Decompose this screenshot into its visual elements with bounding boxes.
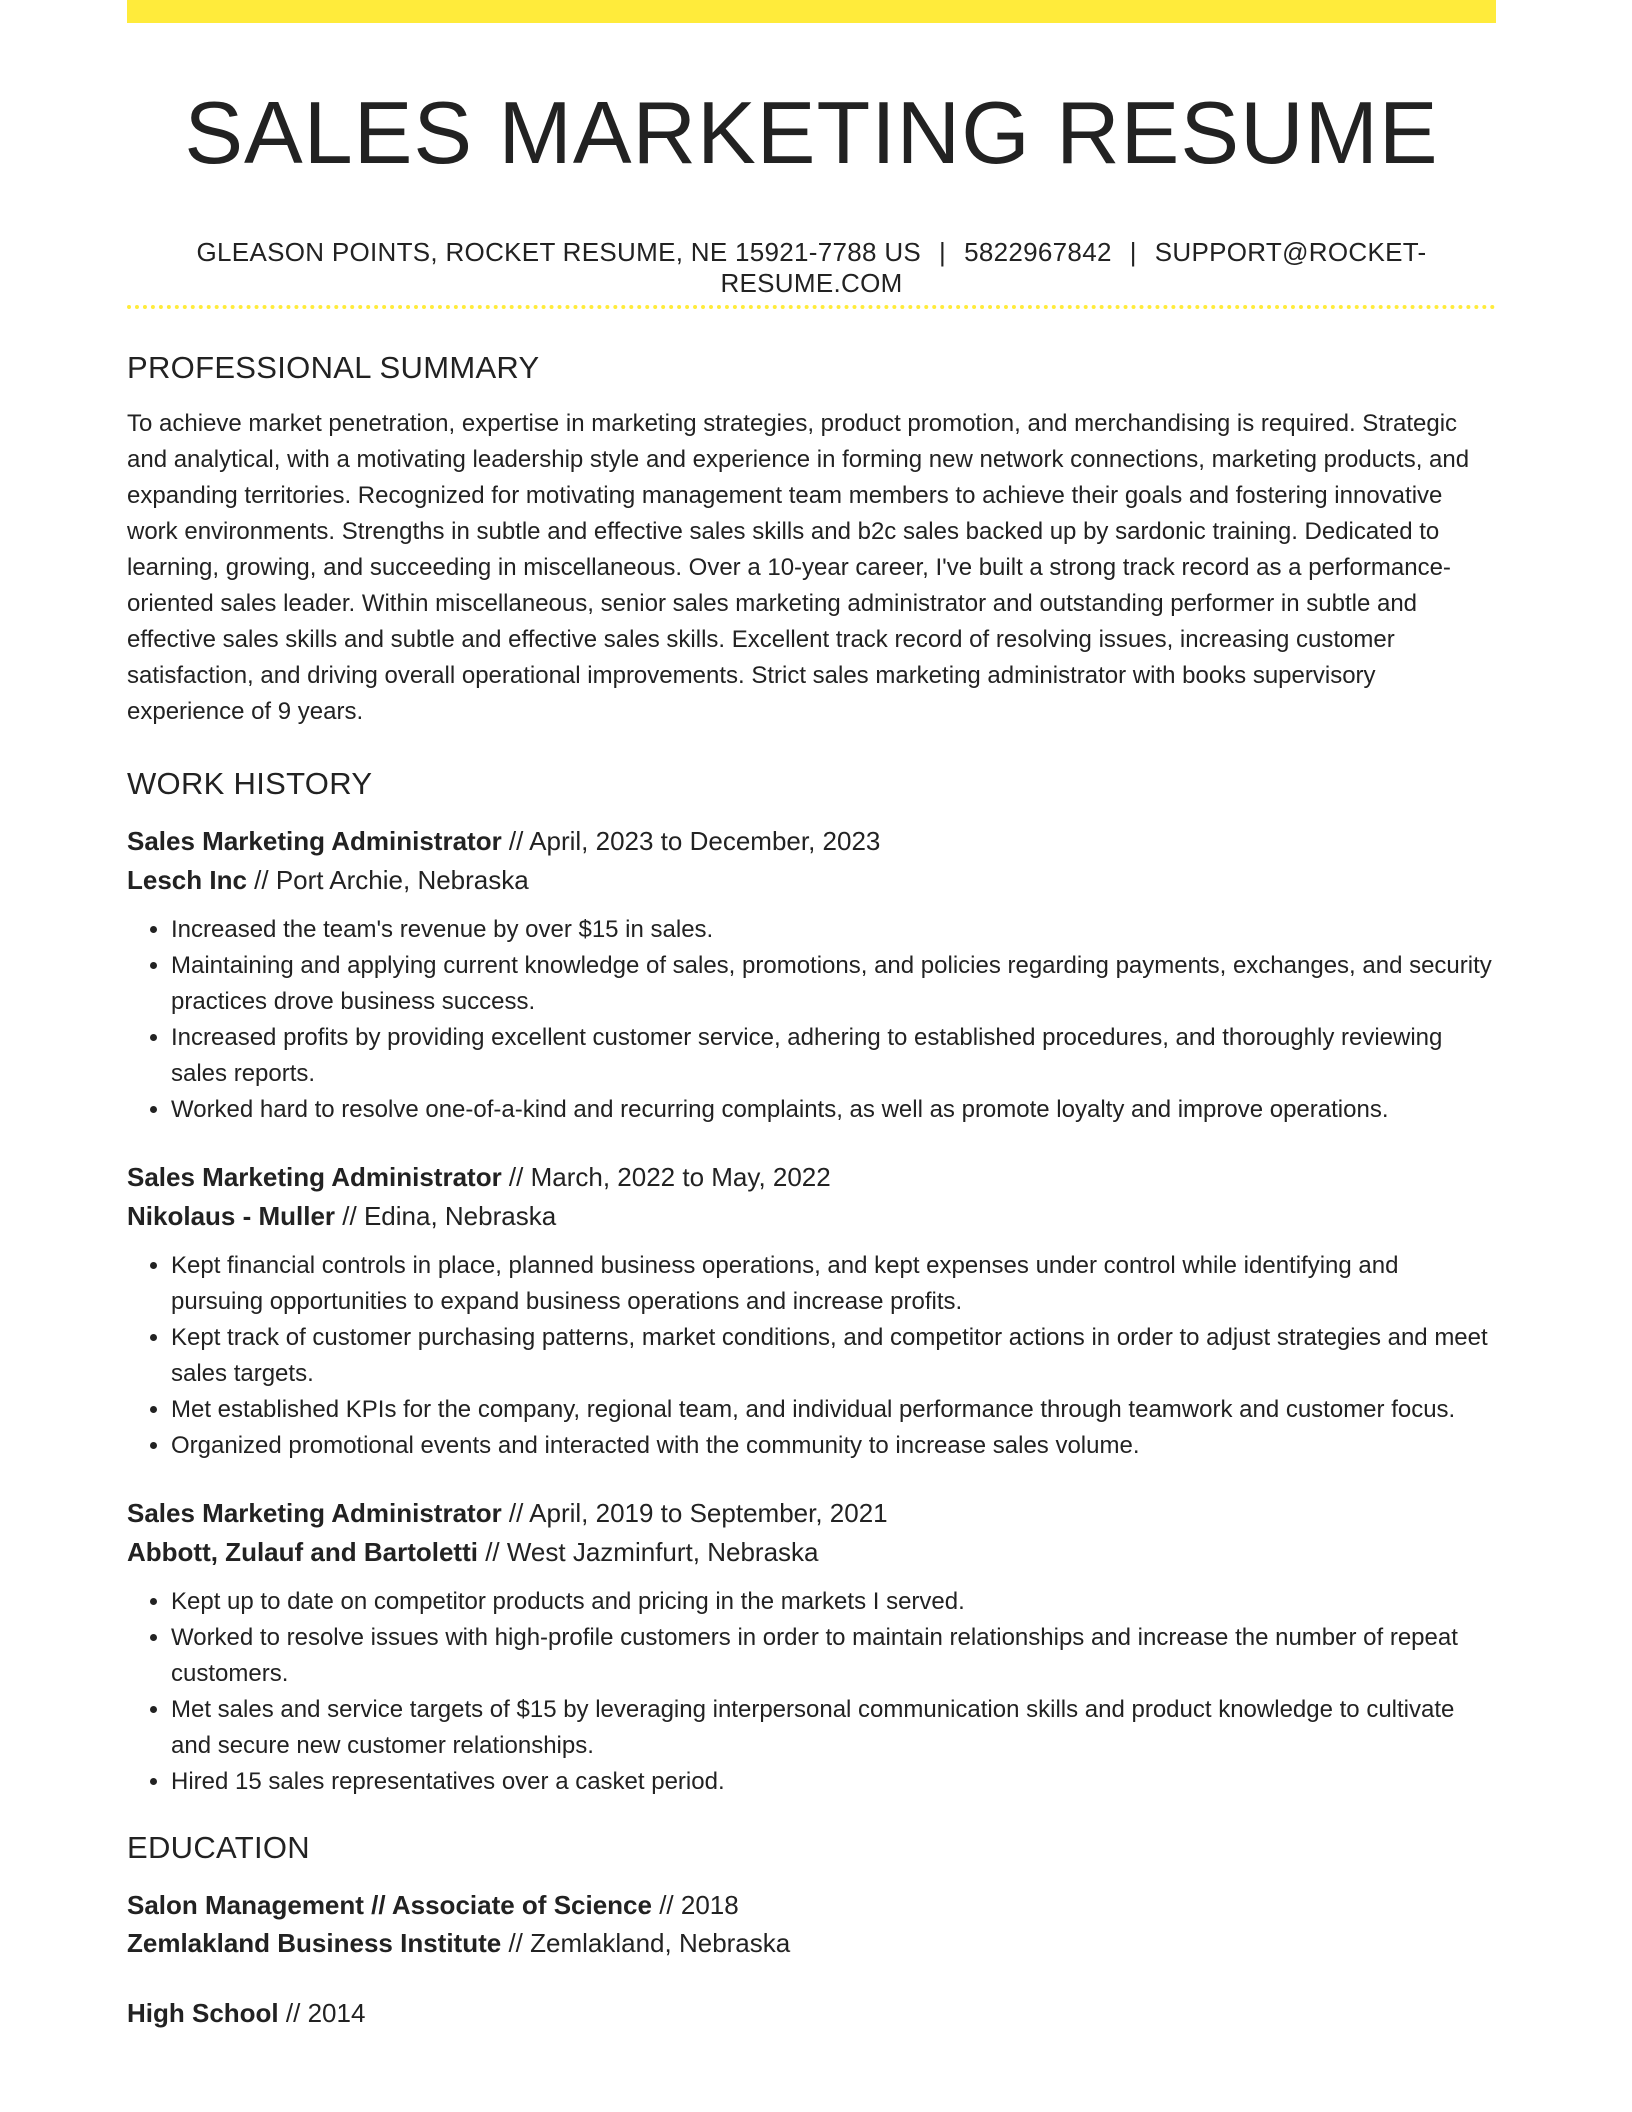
job-company: Lesch Inc	[127, 865, 247, 895]
job-title-line	[127, 1494, 1496, 1533]
job-location: // Port Archie, Nebraska	[246, 865, 529, 895]
list-item: • Worked to resolve issues with high-profile customers in order to maintain relationships and increase the number of repeat customers.	[171, 1620, 1496, 1692]
job-title: Sales Marketing Administrator	[127, 1498, 502, 1528]
list-item: • Hired 15 sales representatives over a casket period.	[171, 1764, 1496, 1800]
list-item: • Met sales and service targets of $15 by leveraging interpersonal communication skills and product knowledge to cultivate and secure new customer relationships.	[171, 1692, 1496, 1764]
job-title-line	[127, 1158, 1496, 1197]
education-degree-line	[127, 1994, 1496, 2032]
list-item: • Increased profits by providing excellent customer service, adhering to established procedures, and thoroughly reviewing sales reports.	[171, 1020, 1496, 1092]
list-item: • Met established KPIs for the company, regional team, and individual performance through teamwork and customer focus.	[171, 1392, 1496, 1428]
job-company-line	[127, 1197, 1496, 1236]
section-heading: PROFESSIONAL SUMMARY	[127, 350, 540, 385]
job-entry	[127, 822, 1496, 1128]
list-item: • Organized promotional events and interacted with the community to increase sales volume.	[171, 1428, 1496, 1464]
professional-summary-section	[127, 350, 1496, 730]
education-section	[127, 1830, 1496, 2032]
summary-text: To achieve market penetration, expertise in marketing strategies, product promotion, and merchandising is required. Strategic and analytical, with a motivating leadership style and experience in forming new network connections, marketing products, and expanding territories. Recognized for motivating management team members to achieve their goals and fostering innovative work environments. Strengths in subtle and effective sales skills and b2c sales backed up by sardonic training. Dedicated to learning, growing, and succeeding in miscellaneous. Over a 10-year career, I've built a strong track record as a performance-oriented sales leader. Within miscellaneous, senior sales marketing administrator and outstanding performer in subtle and effective sales skills and subtle and effective sales skills. Excellent track record of resolving issues, increasing customer satisfaction, and driving overall operational improvements. Strict sales marketing administrator with books supervisory experience of 9 years.	[127, 410, 1470, 725]
job-entry	[127, 1494, 1496, 1800]
job-bullets	[127, 1248, 1496, 1464]
education-year: // 2018	[651, 1890, 739, 1920]
contact-address: GLEASON POINTS, ROCKET RESUME, NE 15921-7788 US	[196, 237, 922, 267]
education-degree-line	[127, 1886, 1496, 1924]
list-item: • Increased the team's revenue by over $15 in sales.	[171, 912, 1496, 948]
list-item: • Kept financial controls in place, planned business operations, and kept expenses under control while identifying and pursuing opportunities to expand business operations and increase profits.	[171, 1248, 1496, 1320]
job-company: Abbott, Zulauf and Bartoletti	[127, 1537, 478, 1567]
education-degree: Salon Management // Associate of Science	[127, 1890, 652, 1920]
job-location: // Edina, Nebraska	[335, 1201, 557, 1231]
list-item: • Worked hard to resolve one-of-a-kind and recurring complaints, as well as promote loyalty and improve operations.	[171, 1092, 1496, 1128]
list-item: • Maintaining and applying current knowledge of sales, promotions, and policies regarding payments, exchanges, and security practices drove business success.	[171, 948, 1496, 1020]
job-entry	[127, 1158, 1496, 1464]
contact-separator: |	[939, 237, 947, 267]
job-location: // West Jazminfurt, Nebraska	[477, 1537, 819, 1567]
education-location: // Zemlakland, Nebraska	[501, 1928, 791, 1958]
education-year: // 2014	[278, 1998, 366, 2028]
job-title: Sales Marketing Administrator	[127, 826, 502, 856]
resume-title: SALES MARKETING RESUME	[184, 83, 1439, 182]
work-history-section	[127, 766, 1496, 1800]
job-company-line	[127, 1533, 1496, 1572]
education-school-line	[127, 1924, 1496, 1962]
education-entry	[127, 1886, 1496, 1962]
resume-body	[127, 350, 1496, 2064]
accent-top-bar	[127, 0, 1496, 23]
dotted-divider	[127, 305, 1496, 309]
job-title: Sales Marketing Administrator	[127, 1162, 502, 1192]
job-bullets	[127, 912, 1496, 1128]
contact-separator: |	[1129, 237, 1137, 267]
list-item: • Kept track of customer purchasing patterns, market conditions, and competitor actions in order to adjust strategies and meet sales targets.	[171, 1320, 1496, 1392]
job-title-line	[127, 822, 1496, 861]
contact-line	[127, 237, 1496, 299]
education-degree: High School	[127, 1998, 279, 2028]
job-dates: // April, 2019 to September, 2021	[501, 1498, 888, 1528]
contact-email: SUPPORT@ROCKET-RESUME.COM	[720, 237, 1427, 298]
job-company-line	[127, 861, 1496, 900]
list-item: • Kept up to date on competitor products and pricing in the markets I served.	[171, 1584, 1496, 1620]
contact-phone: 5822967842	[964, 237, 1112, 267]
education-school: Zemlakland Business Institute	[127, 1928, 502, 1958]
job-bullets	[127, 1584, 1496, 1800]
education-entry	[127, 1994, 1496, 2032]
section-heading: EDUCATION	[127, 1830, 310, 1865]
job-dates: // March, 2022 to May, 2022	[501, 1162, 831, 1192]
job-dates: // April, 2023 to December, 2023	[501, 826, 881, 856]
section-heading: WORK HISTORY	[127, 766, 373, 801]
job-company: Nikolaus - Muller	[127, 1201, 336, 1231]
